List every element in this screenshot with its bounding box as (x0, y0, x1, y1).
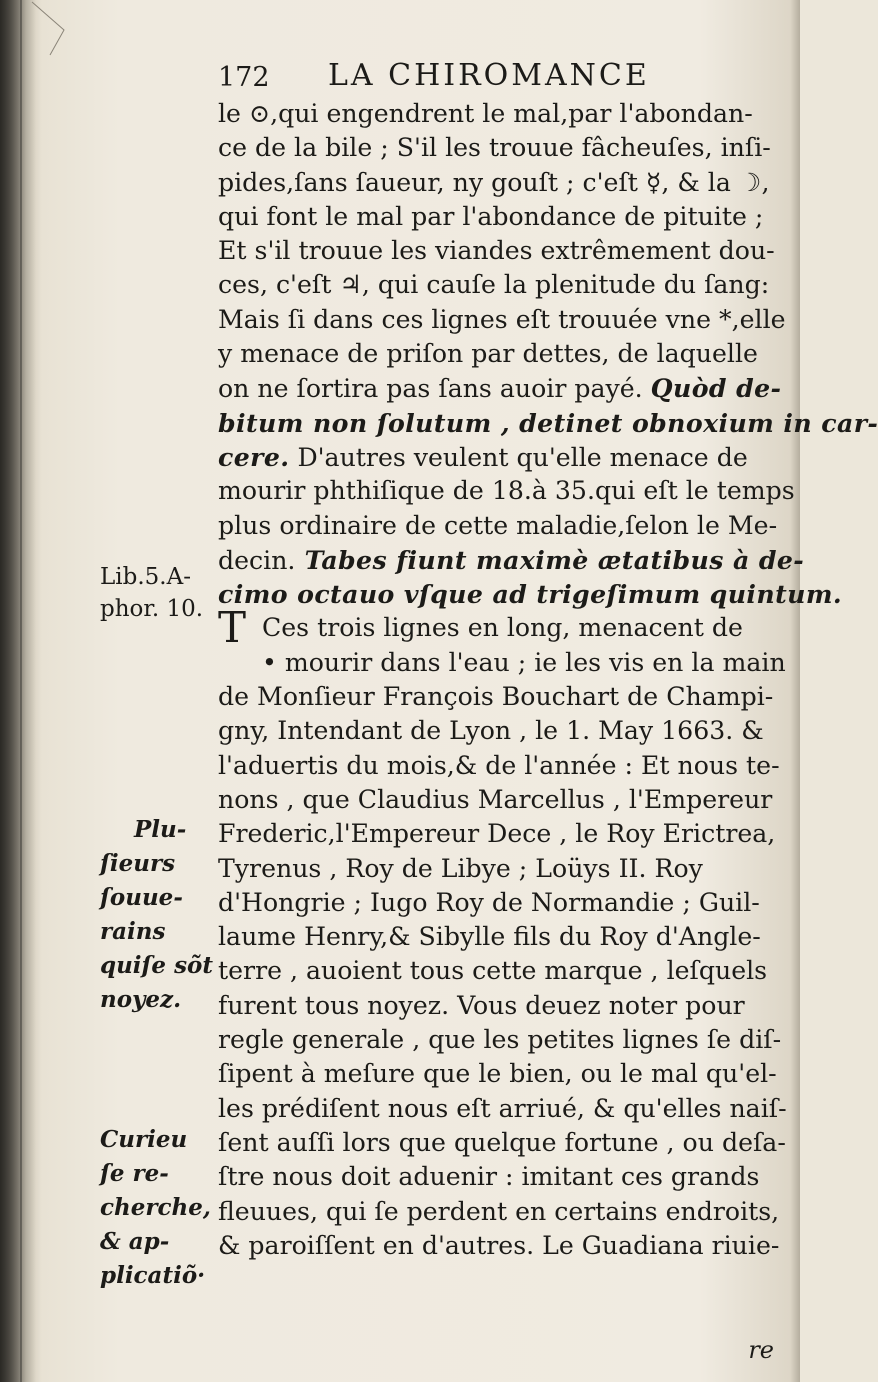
text-line: plus ordinaire de cette maladie,ſelon le Me- (218, 510, 778, 540)
text-line: Tyrenus , Roy de Libye ; Loüys II. Roy (218, 853, 703, 883)
text-span: Ces trois lignes en long, menacent de (262, 613, 743, 643)
text-line: mourir phthiſique de 18.à 35.qui eſt le temps (218, 476, 795, 506)
margin-note-line: & ap- (100, 1228, 170, 1255)
latin-quote: Tabes fiunt maximè ætatibus à de- (295, 544, 805, 575)
margin-note-line: ſouue- (100, 884, 183, 911)
text-line: qui font le mal par l'abondance de pituite ; (218, 201, 764, 231)
text-line: les prédiſent nous eſt arriué, & qu'elles naiſ- (218, 1093, 787, 1123)
text-line: & paroiſſent en d'autres. Le Guadiana riuie- (218, 1230, 780, 1260)
text-line: gny, Intendant de Lyon , le 1. May 1663. & (218, 716, 764, 746)
text-line (218, 603, 790, 653)
text-line: ces, c'eſt ♃, qui cauſe la plenitude du ſang: (218, 270, 770, 300)
text-span: on ne ſortira pas ſans auoir payé. (218, 374, 643, 404)
latin-quote: Quòd de- (650, 373, 782, 404)
catchword: re (748, 1336, 774, 1364)
text-line: Et s'il trouue les viandes extrêmement dou- (218, 236, 775, 266)
drop-initial: T (218, 603, 247, 653)
text-line: ſipent à meſure que le bien, ou le mal qu'el- (218, 1059, 777, 1089)
page-number: 172 (218, 62, 270, 93)
text-line: Mais ſi dans ces lignes eſt trouuée vne *,elle (218, 304, 786, 334)
margin-note-line: plicatiõ· (100, 1262, 206, 1289)
text-span: decin. (218, 545, 296, 575)
text-line: terre , auoient tous cette marque , leſquels (218, 956, 768, 986)
margin-note-line: ſe re- (100, 1160, 169, 1187)
margin-note-line: rains (100, 918, 166, 945)
text-line (218, 543, 805, 577)
text-line: le ⊙,qui engendrent le mal,par l'abondan- (218, 99, 753, 128)
margin-note-line: noyez. (100, 986, 182, 1013)
latin-quote: cere. (218, 441, 290, 472)
margin-ref: Lib.5.A- (100, 564, 191, 590)
text-line: d'Hongrie ; Iugo Roy de Normandie ; Guil- (218, 887, 760, 917)
margin-note-line: ſieurs (100, 850, 176, 877)
margin-note-line: Plu- (134, 816, 187, 843)
latin-quote-line: bitum non ſolutum , detinet obnoxium in car- (218, 407, 878, 438)
text-line: l'aduertis du mois,& de l'année : Et nous te- (218, 750, 780, 780)
text-line: Frederic,l'Empereur Dece , le Roy Erictrea, (218, 819, 776, 849)
text-line: regle generale , que les petites lignes ſe diſ- (218, 1025, 782, 1055)
text-line: ce de la bile ; S'il les trouue fâcheuſes, inſi- (218, 133, 771, 163)
text-line: de Monſieur François Bouchart de Champi- (218, 682, 774, 712)
page-header (218, 58, 718, 98)
text-line: fleuues, qui ſe perdent en certains endroits, (218, 1196, 780, 1226)
text-line (218, 440, 790, 474)
text-line: furent tous noyez. Vous deuez noter pour (218, 990, 745, 1020)
margin-notes (0, 0, 215, 1382)
text-line: nons , que Claudius Marcellus , l'Empereur (218, 784, 773, 814)
margin-ref: phor. 10. (100, 596, 204, 622)
margin-note-line: cherche, (100, 1194, 211, 1221)
text-line: pides,ſans ſaueur, ny gouſt ; c'eſt ☿, & la ☽, (218, 167, 770, 197)
text-span: D'autres veulent qu'elle menace de (289, 442, 748, 472)
latin-quote-line: cimo octauo vſque ad trigeſimum quintum. (218, 579, 843, 610)
text-line (218, 371, 790, 405)
text-line: laume Henry,& Sibylle fils du Roy d'Angle- (218, 922, 761, 952)
text-line: y menace de priſon par dettes, de laquelle (218, 339, 758, 369)
text-line: • mourir dans l'eau ; ie les vis en la main (262, 647, 786, 677)
text-line: ſent auſſi lors que quelque fortune , ou deſa- (218, 1127, 786, 1157)
running-title: LA CHIROMANCE (328, 58, 650, 93)
body-text (218, 97, 878, 1263)
margin-note-line: Curieu (100, 1126, 188, 1153)
text-line: ſtre nous doit aduenir : imitant ces grands (218, 1162, 760, 1192)
margin-note-line: quiſe sõt (100, 952, 213, 979)
